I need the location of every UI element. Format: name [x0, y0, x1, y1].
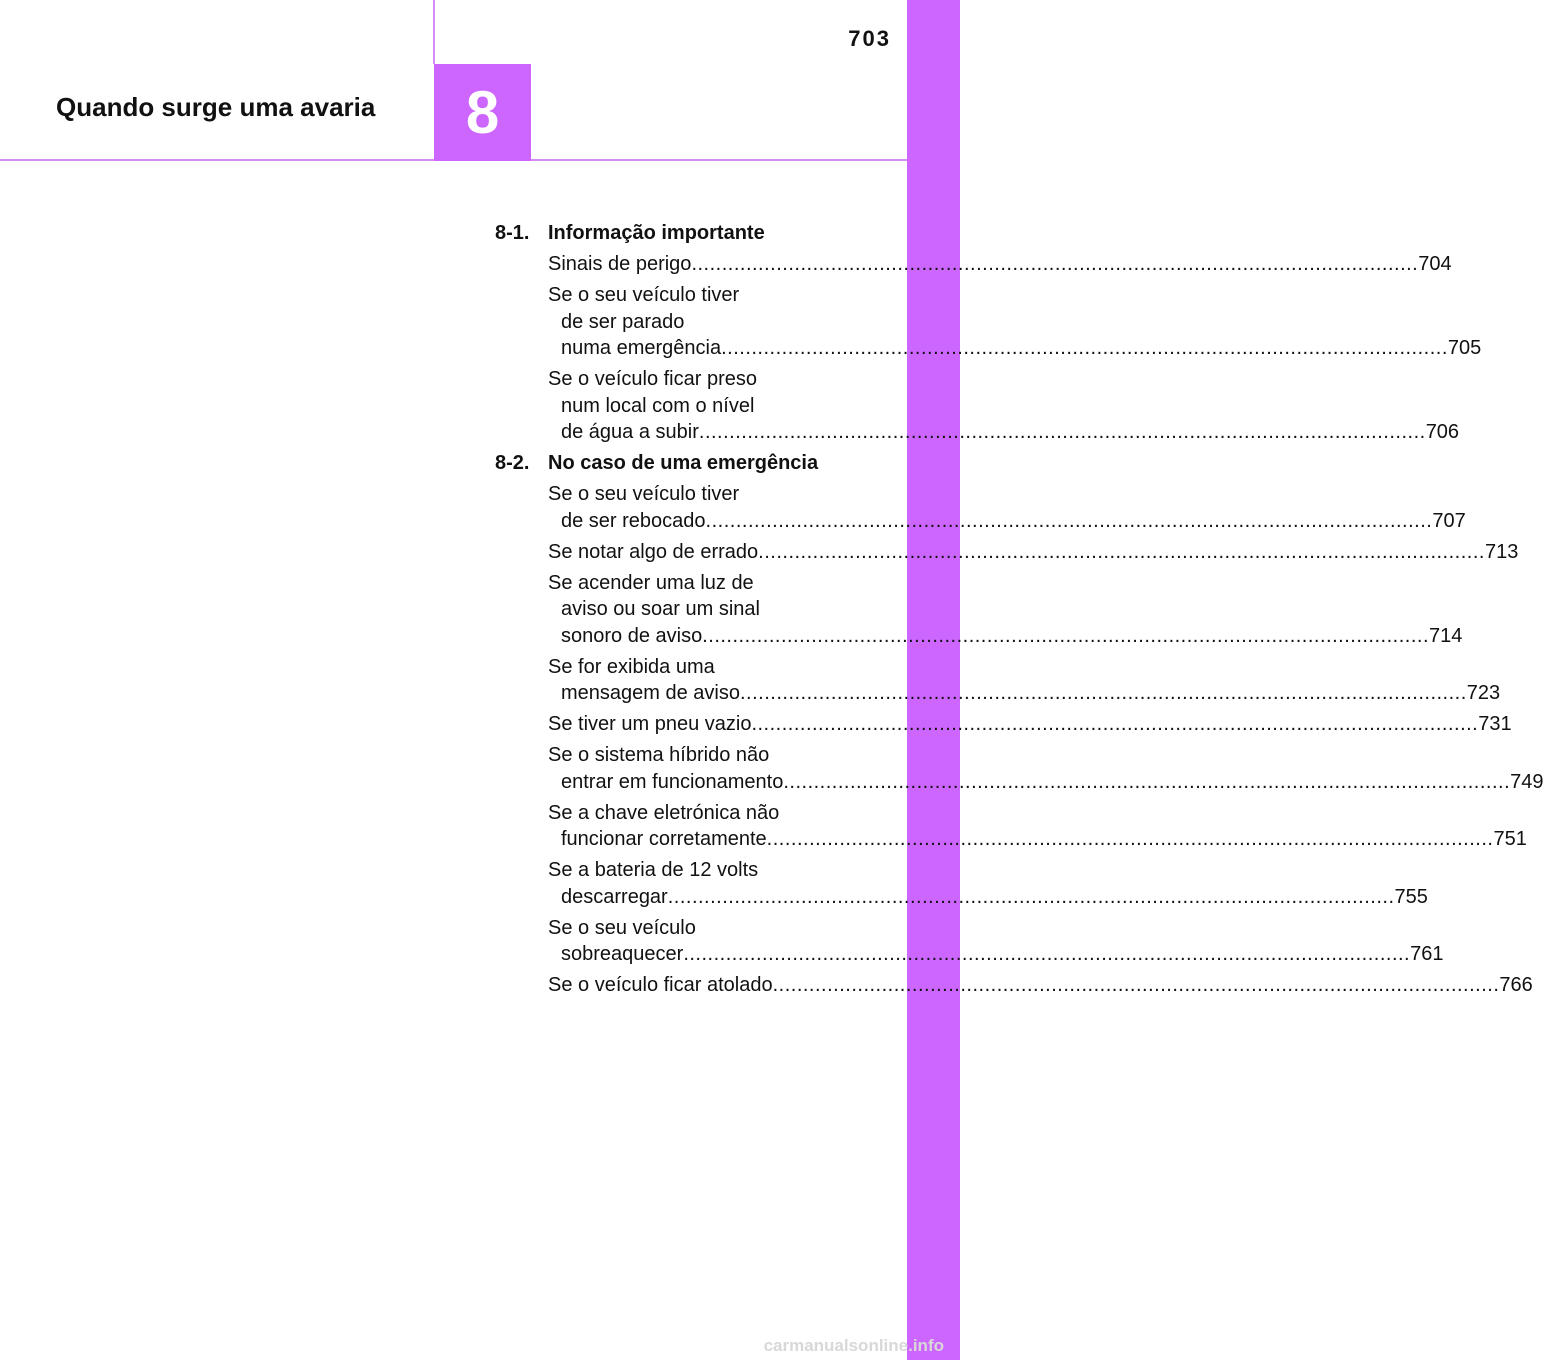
toc-entry[interactable] [548, 366, 1460, 446]
toc-entry-line [548, 508, 1466, 535]
toc-entry-line [548, 596, 847, 623]
toc-entry[interactable] [548, 800, 1527, 853]
toc-section [495, 450, 1544, 999]
footer-watermark: carmanualsonline.info [763, 1336, 944, 1355]
toc-entry[interactable] [548, 570, 1463, 650]
toc-page-number: 761 [1410, 943, 1444, 965]
toc-entry-line [548, 941, 1444, 968]
toc-entry-text: Se a chave eletrónica não [548, 801, 780, 824]
toc-entry-text: entrar em funcionamento [561, 770, 784, 793]
toc-entry-line [548, 282, 847, 309]
toc-entry[interactable] [548, 972, 1533, 999]
toc-page-number: 714 [1429, 624, 1463, 647]
toc-entry-line [548, 800, 847, 827]
toc-entry-text: Se notar algo de errado [548, 540, 759, 563]
toc-entry-text: funcionar corretamente [561, 828, 767, 850]
toc-entry-line [548, 654, 847, 681]
toc-page-number: 751 [1493, 828, 1527, 850]
toc-entry-text: num local com o nível [561, 394, 755, 417]
toc-page-number: 723 [1466, 682, 1501, 704]
chapter-number-box [434, 64, 531, 161]
toc-entry-text: numa emergência [561, 337, 722, 359]
toc-entry-line [548, 769, 1544, 796]
toc-entry-line [548, 826, 1527, 853]
toc-entry-text: de ser parado [561, 310, 685, 333]
toc-entry-line [548, 884, 1428, 911]
toc-entry-line [548, 570, 847, 597]
toc-section-number: 8-1. [495, 222, 530, 244]
toc-entry-text: Se o veículo ficar preso [548, 368, 757, 390]
toc-entry-text: sonoro de aviso [561, 624, 703, 647]
toc-dot-leader: ........................................................................................................................ [783, 770, 1511, 793]
toc-entry[interactable] [548, 481, 1466, 534]
toc-page-number: 707 [1432, 509, 1466, 532]
toc-page-number: 749 [1510, 770, 1544, 793]
toc-entry-line [548, 309, 847, 336]
chapter-title: Quando surge uma avaria [56, 92, 376, 122]
toc-entry[interactable] [548, 711, 1512, 738]
toc-section [495, 220, 1482, 446]
toc-dot-leader: ........................................................................................................................ [698, 421, 1426, 443]
toc-entry-line [548, 680, 1501, 707]
toc-entry[interactable] [548, 282, 1482, 362]
toc-section-heading [495, 450, 847, 477]
toc-entry-text: aviso ou soar um sinal [561, 598, 760, 620]
toc-entry[interactable] [548, 539, 1519, 566]
chapter-number: 8 [465, 79, 500, 146]
toc-entry[interactable] [548, 857, 1428, 910]
toc-section-title: No caso de uma emergência [548, 452, 819, 474]
toc-page-number: 731 [1478, 713, 1512, 735]
toc-entry-text: Sinais de perigo [548, 253, 692, 275]
toc-dot-leader: ........................................................................................................................ [772, 974, 1500, 996]
toc-entry-line [548, 742, 847, 769]
toc-dot-leader: ........................................................................................................................ [705, 509, 1433, 532]
toc-entry-line [548, 419, 1460, 446]
table-of-contents [495, 220, 1544, 1003]
toc-entry-line [548, 972, 1533, 999]
toc-entry-line [548, 251, 1452, 278]
toc-entry-line [548, 857, 847, 884]
toc-entry-text: Se tiver um pneu vazio [548, 713, 752, 735]
toc-entry-line [548, 335, 1482, 362]
toc-section-heading [495, 220, 847, 247]
toc-page-number: 704 [1418, 253, 1452, 275]
toc-section-title: Informação importante [548, 222, 765, 244]
toc-entry[interactable] [548, 654, 1501, 707]
toc-entry-line [548, 393, 847, 420]
toc-page-number: 755 [1394, 885, 1428, 908]
toc-entry-text: Se o seu veículo tiver [548, 483, 740, 505]
toc-entry[interactable] [548, 742, 1544, 795]
toc-entry-text: descarregar [561, 885, 668, 908]
toc-section-number: 8-2. [495, 452, 530, 474]
toc-entry-line [548, 915, 847, 942]
toc-page-number: 766 [1499, 974, 1533, 996]
toc-dot-leader: ........................................................................................................................ [721, 337, 1448, 359]
toc-dot-leader: ........................................................................................................................ [739, 682, 1467, 704]
toc-entry-text: Se acender uma luz de [548, 571, 754, 594]
toc-entry-text: Se a bateria de 12 volts [548, 859, 759, 881]
toc-entry-line [548, 711, 1512, 738]
toc-entry-text: Se o veículo ficar atolado [548, 974, 773, 996]
toc-entry-line [548, 623, 1463, 650]
header-vertical-divider [433, 0, 435, 64]
toc-entry-line [548, 539, 1519, 566]
toc-page-number: 705 [1447, 337, 1482, 359]
toc-entry-line [548, 481, 847, 508]
toc-entry-text: Se o seu veículo [548, 916, 696, 939]
toc-entry-text: Se o sistema híbrido não [548, 744, 770, 766]
toc-dot-leader: ........................................................................................................................ [766, 828, 1494, 850]
toc-dot-leader: ........................................................................................................................ [702, 624, 1429, 647]
toc-entry-text: sobreaquecer [561, 943, 684, 965]
toc-dot-leader: ........................................................................................................................ [758, 540, 1485, 563]
toc-entry[interactable] [548, 251, 1452, 278]
toc-page-number: 713 [1484, 540, 1519, 563]
toc-dot-leader: ........................................................................................................................ [683, 943, 1411, 965]
toc-entry-text: Se for exibida uma [548, 655, 715, 678]
toc-entry-text: de ser rebocado [561, 509, 706, 532]
toc-dot-leader: ........................................................................................................................ [691, 253, 1419, 275]
page-number: 703 [848, 26, 891, 51]
toc-entry-line [548, 366, 847, 393]
toc-dot-leader: ........................................................................................................................ [751, 713, 1479, 735]
toc-entry-text: de água a subir [561, 421, 699, 443]
toc-entry-text: Se o seu veículo tiver [548, 284, 740, 306]
toc-dot-leader: ........................................................................................................................ [667, 885, 1395, 908]
toc-entry[interactable] [548, 915, 1444, 968]
toc-page-number: 706 [1425, 421, 1460, 443]
toc-entry-text: mensagem de aviso [561, 682, 740, 704]
